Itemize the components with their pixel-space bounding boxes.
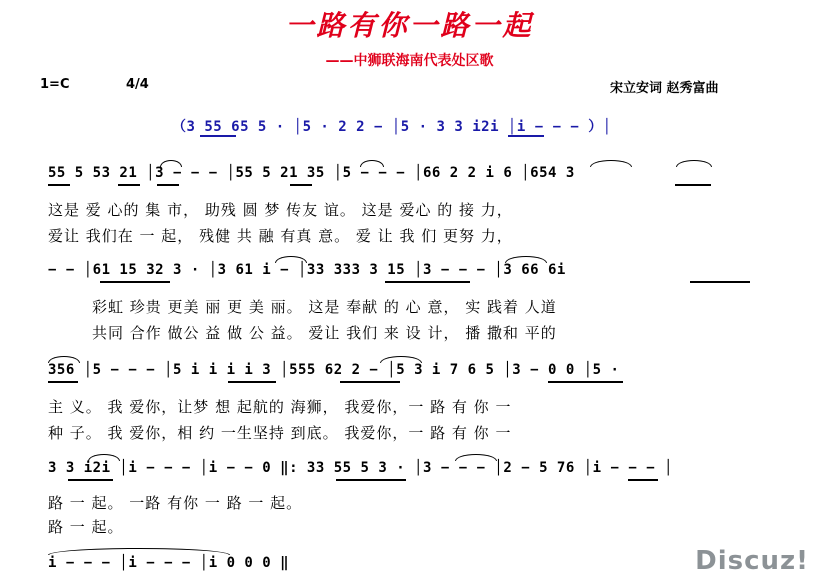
key-signature: 1=C bbox=[40, 77, 70, 92]
beat-underline bbox=[675, 184, 711, 186]
beat-underline bbox=[228, 381, 276, 383]
slur-mark bbox=[505, 256, 547, 263]
system1-notes: 55 5 53 21 │3 − − − │55 5 21 35 │5 − − − │66 2 2 i 6 │654 3 bbox=[48, 165, 575, 181]
slur-mark bbox=[48, 356, 80, 363]
song-title: 一路有你一路一起 bbox=[285, 9, 534, 42]
credits: 宋立安词 赵秀富曲 bbox=[610, 81, 719, 96]
beat-underline bbox=[340, 381, 400, 383]
slur-mark bbox=[590, 160, 632, 167]
system3-lyric-verse2: 种 子。 我 爱你，相 约 一生坚持 到底。 我爱你，一 路 有 你 一 bbox=[48, 424, 512, 442]
slur-mark bbox=[676, 160, 712, 167]
slur-mark bbox=[455, 454, 497, 461]
slur-mark bbox=[48, 548, 230, 555]
slur-mark bbox=[360, 160, 384, 167]
system4-notes: 3 3 i2i │i − − − │i − − 0 ‖: 33 55 5 3 · │3 − − − │2 − 5 76 │i − − − │ bbox=[48, 460, 674, 476]
system4-lyric-verse2: 路 一 起。 bbox=[48, 518, 124, 536]
slur-mark bbox=[160, 160, 182, 167]
intro-notes: （3 55 65 5 · │5 · 2 2 − │5 · 3 3 i2i │i − − − ）│ bbox=[172, 119, 612, 135]
beat-underline bbox=[48, 381, 78, 383]
system1-lyric-verse1: 这是 爱 心的 集 市， 助残 圆 梦 传友 谊。 这是 爱心 的 接 力， bbox=[48, 201, 513, 219]
system2-lyric-verse1: 彩虹 珍贵 更美 丽 更 美 丽。 这是 奉献 的 心 意， 实 践着 人道 bbox=[92, 298, 557, 316]
beat-underline bbox=[690, 281, 750, 283]
slur-mark bbox=[380, 356, 422, 363]
system5-notes: i − − − │i − − − │i 0 0 0 ‖ bbox=[48, 555, 290, 571]
system2-lyric-verse2: 共同 合作 做公 益 做 公 益。 爱让 我们 来 设 计， 播 撒和 平的 bbox=[92, 324, 557, 342]
beat-underline bbox=[548, 381, 623, 383]
beat-underline bbox=[290, 184, 312, 186]
system4-lyric-verse1: 路 一 起。 一路 有你 一 路 一 起。 bbox=[48, 494, 303, 512]
system2-notes: − − │61 15 32 3 · │3 61 i − │33 333 3 15 │3 − − − │3 66 6i bbox=[48, 262, 566, 278]
system1-lyric-verse2: 爱让 我们在 一 起， 残健 共 融 有真 意。 爱 让 我 们 更努 力， bbox=[48, 227, 513, 245]
beat-underline bbox=[385, 281, 470, 283]
slur-mark bbox=[88, 454, 120, 461]
beat-underline bbox=[628, 479, 658, 481]
beat-underline bbox=[100, 281, 170, 283]
discuz-logo: Discuz! bbox=[695, 546, 809, 576]
song-subtitle: ——中狮联海南代表处区歌 bbox=[325, 53, 494, 69]
time-signature: 4/4 bbox=[126, 77, 149, 92]
beat-underline bbox=[157, 184, 179, 186]
beat-underline bbox=[118, 184, 140, 186]
slur-mark bbox=[275, 256, 307, 263]
intro-underline bbox=[200, 135, 236, 137]
system3-notes: 356 │5 − − − │5 i i i i 3 │555 62 2 − │5 3 i 7 6 5 │3 − 0 0 │5 · bbox=[48, 362, 620, 378]
intro-underline bbox=[508, 135, 544, 137]
beat-underline bbox=[48, 184, 70, 186]
beat-underline bbox=[68, 479, 113, 481]
system3-lyric-verse1: 主 义。 我 爱你，让梦 想 起航的 海狮， 我爱你，一 路 有 你 一 bbox=[48, 398, 512, 416]
beat-underline bbox=[336, 479, 406, 481]
